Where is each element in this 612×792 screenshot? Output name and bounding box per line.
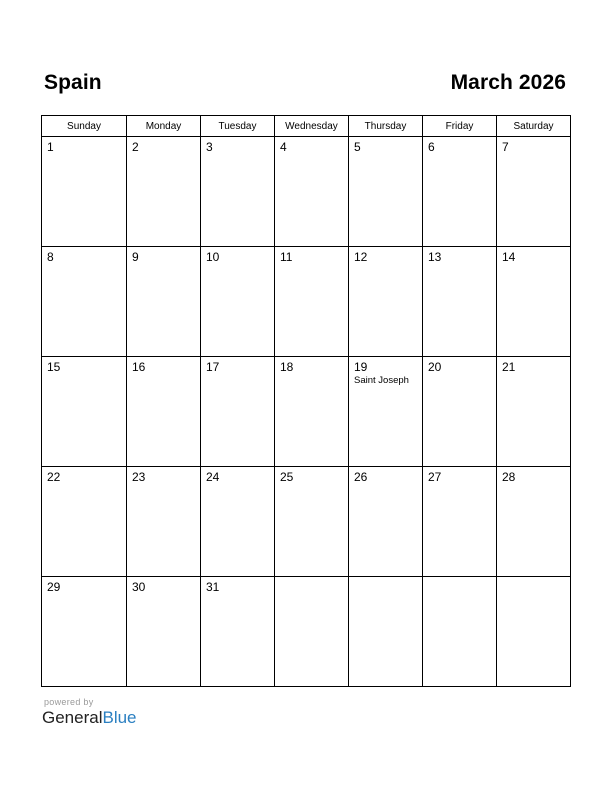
- day-number: 3: [206, 140, 213, 154]
- day-number: 30: [132, 580, 146, 594]
- day-number: 12: [354, 250, 368, 264]
- day-cell: [127, 577, 201, 687]
- day-number: 14: [502, 250, 516, 264]
- day-number: 6: [428, 140, 435, 154]
- day-cell: [42, 247, 127, 357]
- brand-general: General: [42, 708, 103, 727]
- generalblue-logo[interactable]: [42, 708, 137, 728]
- week-row: [42, 467, 571, 577]
- day-cell: [423, 357, 497, 467]
- day-number: 29: [47, 580, 61, 594]
- day-number: 10: [206, 250, 220, 264]
- day-cell: [127, 467, 201, 577]
- day-cell: [275, 137, 349, 247]
- day-number: 24: [206, 470, 220, 484]
- day-number: 17: [206, 360, 220, 374]
- weekday-sunday: Sunday: [42, 116, 127, 137]
- weekday-saturday: Saturday: [497, 116, 571, 137]
- calendar-grid: [41, 115, 571, 687]
- week-row: [42, 137, 571, 247]
- day-number: 4: [280, 140, 287, 154]
- brand-blue: Blue: [102, 708, 137, 727]
- day-number: 23: [132, 470, 146, 484]
- day-number: 2: [132, 140, 139, 154]
- day-cell: [423, 137, 497, 247]
- day-cell: [349, 467, 423, 577]
- calendar-header: [44, 71, 566, 95]
- day-cell-empty: [275, 577, 349, 687]
- day-number: 20: [428, 360, 442, 374]
- weekday-friday: Friday: [423, 116, 497, 137]
- day-cell-empty: [349, 577, 423, 687]
- day-number: 18: [280, 360, 294, 374]
- day-number: 27: [428, 470, 442, 484]
- day-number: 5: [354, 140, 361, 154]
- day-cell: [42, 577, 127, 687]
- day-cell: [201, 357, 275, 467]
- day-cell: [275, 357, 349, 467]
- day-cell: [201, 137, 275, 247]
- day-cell: [127, 247, 201, 357]
- day-number: 13: [428, 250, 442, 264]
- day-number: [275, 577, 348, 580]
- day-cell: [201, 247, 275, 357]
- day-cell: [497, 247, 571, 357]
- day-number: 15: [47, 360, 61, 374]
- day-number: 25: [280, 470, 294, 484]
- day-number: 8: [47, 250, 54, 264]
- day-cell: [42, 357, 127, 467]
- month-year-title: March 2026: [450, 71, 566, 94]
- day-number: 1: [47, 140, 54, 154]
- day-number: 31: [206, 580, 220, 594]
- footer-branding: [42, 697, 137, 728]
- day-cell: [423, 247, 497, 357]
- day-number: 22: [47, 470, 61, 484]
- day-number: 28: [502, 470, 516, 484]
- day-number: 26: [354, 470, 368, 484]
- day-cell: [423, 467, 497, 577]
- weekday-thursday: Thursday: [349, 116, 423, 137]
- day-number: 21: [502, 360, 516, 374]
- day-cell: [127, 357, 201, 467]
- day-number: 16: [132, 360, 146, 374]
- day-number: [423, 577, 496, 580]
- week-row: [42, 247, 571, 357]
- day-number: 11: [280, 250, 293, 264]
- day-cell-empty: [497, 577, 571, 687]
- weekday-monday: Monday: [127, 116, 201, 137]
- day-number: 7: [502, 140, 509, 154]
- day-cell: [275, 467, 349, 577]
- day-number: 9: [132, 250, 139, 264]
- day-cell-empty: [423, 577, 497, 687]
- day-cell: [201, 577, 275, 687]
- powered-by-text: powered by: [44, 697, 94, 707]
- day-cell: [127, 137, 201, 247]
- weekday-tuesday: Tuesday: [201, 116, 275, 137]
- day-cell: [275, 247, 349, 357]
- day-number: [349, 577, 422, 580]
- day-cell: [201, 467, 275, 577]
- day-cell: [497, 357, 571, 467]
- day-cell: [497, 137, 571, 247]
- day-cell: [497, 467, 571, 577]
- day-cell: [349, 137, 423, 247]
- day-number: 19: [354, 360, 368, 374]
- weekday-header-row: [42, 116, 571, 137]
- holiday-label: Saint Joseph: [354, 375, 409, 386]
- day-number: [497, 577, 570, 580]
- day-cell: [349, 247, 423, 357]
- week-row: [42, 357, 571, 467]
- day-cell: [42, 467, 127, 577]
- day-cell: [42, 137, 127, 247]
- weekday-wednesday: Wednesday: [275, 116, 349, 137]
- week-row: [42, 577, 571, 687]
- country-title: Spain: [44, 71, 102, 94]
- day-cell-holiday: [349, 357, 423, 467]
